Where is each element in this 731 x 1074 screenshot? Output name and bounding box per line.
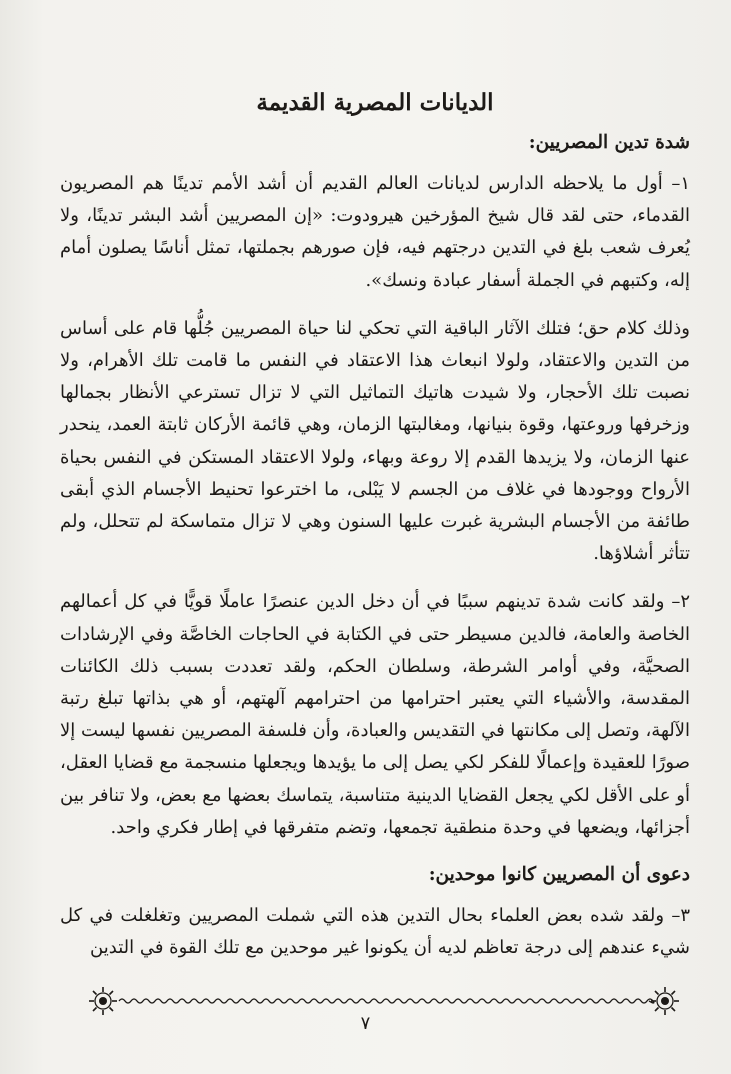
paragraph-4: ٣– ولقد شده بعض العلماء بحال التدين هذه التي شملت المصريين وتغلغلت في كل شيء عندهم إلى درجة تعاظم لديه أن يكونوا غير موحدين مع تلك القوة في التدين: [60, 905, 690, 959]
left-rosette-icon: [89, 987, 117, 1015]
section-heading-monotheism: دعوى أن المصريين كانوا موحدين:: [428, 864, 690, 886]
paragraph-3: ٢– ولقد كانت شدة تدينهم سببًا في أن دخل الدين عنصرًا عاملًا قويًّا في كل أعمالهم الخاصة والعامة، فالدين مسيطر حتى في الكتابة في الحاجات الخاصَّة وفي الإرشادات الصحيَّة، وفي أوامر الشرطة، وسلطان الحكم، ولقد تعددت بسبب ذلك الكائنات المقدسة، والأشياء التي يعتبر احترامها من احترامهم آلهتهم، أو هي بذاتها تبلغ رتبة الآلهة، وتصل إلى مكانتها في التقديس والعبادة، وأن فلسفة المصريين نفسها ليست إلا صورًا للعقيدة وإعمالًا للفكر لكي يصل إلى ما يؤيدها ويجعلها منسجمة مع قضايا العقل، أو على الأقل لكي يجعل القضايا الدينية متناسبة، يتماسك بعضها مع بعض، ولا تنافر بين أجزائها، ويضعها في وحدة منطقية تجمعها، وتضم متفرقها في إطار فكري واحد.: [60, 591, 690, 838]
page-title: الديانات المصرية القديمة: [256, 89, 494, 116]
paragraph-1: ١– أول ما يلاحظه الدارس لديانات العالم القديم أن أشد الأمم تدينًا هم المصريون القدماء، حتى لقد قال شيخ المؤرخين هيرودوت: «إن المصريين أشد البشر تدينًا، ولا يُعرف شعب بلغ في التدين درجتهم فيه، فإن صورهم بجملتها، تمثل أناسًا يصلون أمام إله، وكتبهم في الجملة أسفار عبادة ونسك».: [60, 173, 690, 291]
page-number: ٧: [360, 1013, 371, 1034]
paragraph-2: وذلك كلام حق؛ فتلك الآثار الباقية التي تحكي لنا حياة المصريين جُلُّها قام على أساس من التدين والاعتقاد، ولولا انبعاث هذا الاعتقاد في النفس ما قامت تلك الأهرام، ولا نصبت تلك الأحجار، ولا شيدت هاتيك التماثيل التي لا تزال تسترعي الأنظار بجمالها وزخرفها وروعتها، وقوة بنيانها، ومغالبتها الزمان، وهي قائمة الأركان ثابتة العمد، ينحدر عنها الزمان، ولا يزيدها القدم إلا روعة وبهاء، ولولا الاعتقاد المستكن في النفس بحياة الأرواح ووجودها في غلاف من الجسم لا يَبْلى، ما اخترعوا تحنيط الأجسام الذي أبقى طائفة من الأجسام البشرية غبرت عليها السنون وهي لا تزال متماسكة لم تتحلل، ولم تتأثر أشلاؤها.: [60, 317, 690, 565]
page-body: [60, 88, 690, 980]
right-rosette-icon: [651, 987, 679, 1015]
section-heading-devotion: شدة تدين المصريين:: [528, 132, 690, 153]
